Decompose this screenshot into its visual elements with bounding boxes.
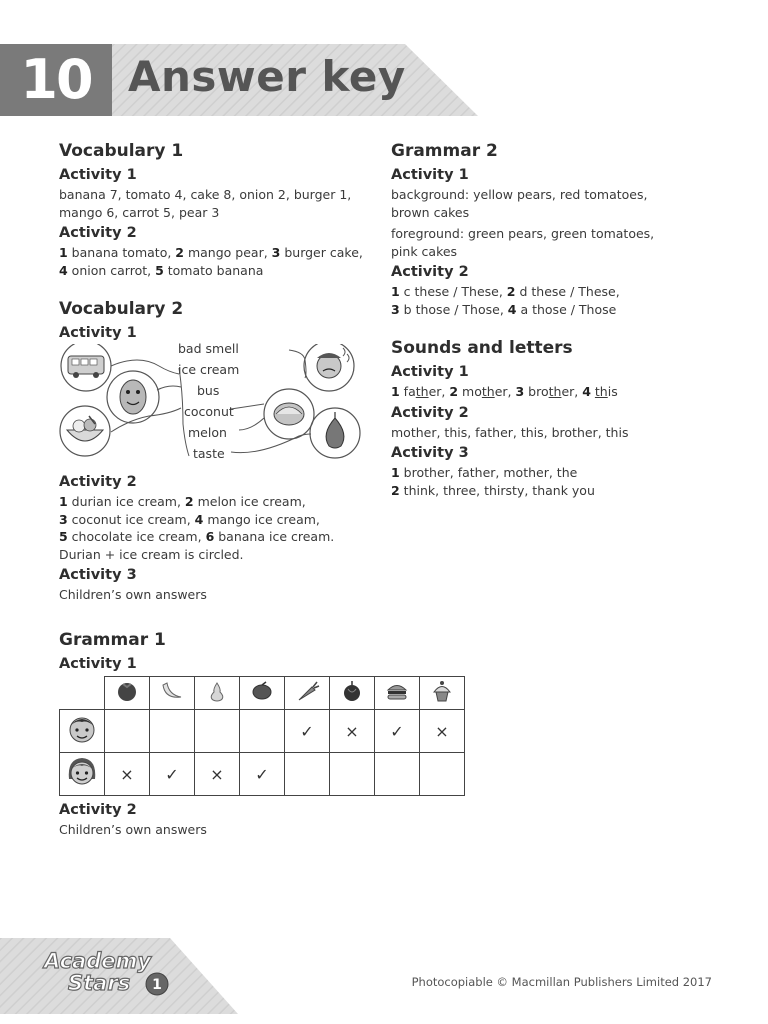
answer-fragment: tomato banana xyxy=(163,262,264,278)
table-cell xyxy=(420,753,465,796)
table-cell: × xyxy=(330,710,375,753)
copyright-text: Photocopiable © Macmillan Publishers Limited 2017 xyxy=(411,975,712,989)
food-header-cell xyxy=(330,677,375,710)
answer-line xyxy=(391,301,711,319)
underlined-letters: th xyxy=(594,384,608,399)
underlined-letters: th xyxy=(548,384,562,399)
answer-fragment: banana ice cream. xyxy=(214,529,335,544)
activity-label: Activity 3 xyxy=(391,445,469,461)
mango-face-icon xyxy=(120,380,146,414)
table-cell xyxy=(375,753,420,796)
match-word: ice cream xyxy=(178,362,240,377)
left-column xyxy=(59,141,379,608)
answer-text xyxy=(391,383,711,401)
activity-label: Activity 2 xyxy=(59,474,137,490)
answer-fragment: er, xyxy=(494,384,516,399)
answer-line xyxy=(59,511,379,529)
activity-label: Activity 2 xyxy=(59,225,137,241)
activity-label: Activity 2 xyxy=(59,802,137,818)
table-cell: ✓ xyxy=(375,710,420,753)
table-cell: × xyxy=(195,753,240,796)
answer-fragment: fa xyxy=(399,384,416,399)
cupcake-icon xyxy=(429,679,455,703)
match-word: bus xyxy=(197,383,220,398)
match-word: bad smell xyxy=(178,341,239,356)
carrot-icon xyxy=(294,679,320,703)
onion-icon xyxy=(326,412,344,448)
food-likes-grid xyxy=(59,676,465,796)
activity-label: Activity 3 xyxy=(59,567,137,583)
answer-fragment: mango pear, xyxy=(184,245,272,260)
answer-fragment: b those / Those, xyxy=(399,301,508,317)
answer-fragment: chocolate ice cream, xyxy=(67,529,206,544)
boy-face-icon xyxy=(65,710,99,748)
match-word: melon xyxy=(188,425,227,440)
item-number: 3 xyxy=(391,301,400,317)
unit-number: 10 xyxy=(20,48,92,111)
answer-line: brown cakes xyxy=(391,204,470,220)
pear-icon xyxy=(204,679,230,703)
item-number: 5 xyxy=(155,262,164,278)
underlined-letters: th xyxy=(481,384,495,399)
food-table xyxy=(59,676,465,796)
table-cell xyxy=(285,753,330,796)
answer-line xyxy=(59,528,379,546)
section-title-vocabulary-1: Vocabulary 1 xyxy=(59,141,184,161)
table-cell: ✓ xyxy=(285,710,330,753)
answer-line xyxy=(59,244,379,262)
table-row xyxy=(60,677,465,710)
item-number: 2 xyxy=(506,284,516,299)
answer-fragment: mango ice cream, xyxy=(203,511,320,527)
item-number: 4 xyxy=(59,262,68,278)
grammar-1-header xyxy=(59,630,379,675)
activity-label: Activity 2 xyxy=(391,404,469,421)
food-header-cell xyxy=(150,677,195,710)
right-column xyxy=(391,141,711,503)
table-cell xyxy=(330,753,375,796)
table-cell xyxy=(150,710,195,753)
activity-label: Activity 1 xyxy=(59,325,137,341)
answer-text xyxy=(391,283,711,318)
item-number: 4 xyxy=(194,511,204,527)
item-number: 1 xyxy=(59,494,68,509)
activity-label: Activity 1 xyxy=(391,364,469,380)
avatar-cell xyxy=(60,710,105,753)
table-cell xyxy=(195,710,240,753)
item-number: 3 xyxy=(515,384,525,399)
answer-fragment: er, xyxy=(561,384,583,399)
matching-diagram xyxy=(59,341,379,468)
melon-icon xyxy=(274,403,304,425)
item-number: 3 xyxy=(271,245,281,260)
table-cell: ✓ xyxy=(240,753,285,796)
answer-text xyxy=(59,186,379,221)
banana-icon xyxy=(159,679,185,703)
avatar-cell xyxy=(60,753,105,796)
bus-icon xyxy=(68,356,104,378)
food-header-cell xyxy=(240,677,285,710)
item-number: 1 xyxy=(391,384,400,399)
food-header-cell xyxy=(105,677,150,710)
answer-text xyxy=(391,186,711,260)
food-header-cell xyxy=(195,677,240,710)
table-row xyxy=(60,710,465,753)
section-title-vocabulary-2: Vocabulary 2 xyxy=(59,299,184,319)
answer-line: banana 7, tomato 4, cake 8, onion 2, burger 1, xyxy=(59,187,352,202)
item-number: 3 xyxy=(59,511,68,527)
section-title-grammar-1: Grammar 1 xyxy=(59,630,166,650)
table-cell: × xyxy=(420,710,465,753)
answer-line xyxy=(391,482,711,500)
answer-fragment: d these / These, xyxy=(515,284,620,299)
food-header-cell xyxy=(420,677,465,710)
answer-fragment: a those / Those xyxy=(516,301,617,317)
logo-line2: Stars xyxy=(68,971,131,995)
answer-text: mother, this, father, this, brother, this xyxy=(391,424,629,440)
table-cell: ✓ xyxy=(150,753,195,796)
item-number: 2 xyxy=(449,384,459,399)
item-number: 4 xyxy=(507,301,517,317)
activity-label: Activity 2 xyxy=(391,264,469,280)
section-title-grammar-2: Grammar 2 xyxy=(391,141,498,161)
table-row xyxy=(60,753,465,796)
match-word: coconut xyxy=(184,404,234,419)
answer-fragment: think, three, thirsty, thank you xyxy=(399,482,595,498)
answer-fragment: c these / These, xyxy=(399,284,507,299)
item-number: 6 xyxy=(205,529,215,544)
item-number: 2 xyxy=(175,245,184,260)
table-cell: × xyxy=(105,753,150,796)
section-title-sounds-and-letters: Sounds and letters xyxy=(391,338,573,358)
answer-line xyxy=(391,383,711,401)
answer-fragment: durian ice cream, xyxy=(67,494,185,509)
table-cell xyxy=(240,710,285,753)
item-number: 1 xyxy=(391,284,400,299)
answer-line: foreground: green pears, green tomatoes, xyxy=(391,226,655,241)
item-number: 5 xyxy=(59,529,68,544)
match-word: taste xyxy=(193,446,225,461)
answer-fragment: coconut ice cream, xyxy=(67,511,195,527)
answer-text xyxy=(59,244,379,279)
answer-fragment: is xyxy=(607,384,618,399)
answer-text xyxy=(59,493,379,563)
girl-face-icon xyxy=(65,753,99,791)
item-number: 2 xyxy=(184,494,194,509)
tomato-icon xyxy=(114,679,140,703)
answer-fragment: bro xyxy=(524,384,549,399)
logo-level: 1 xyxy=(152,977,162,993)
answer-line: pink cakes xyxy=(391,243,458,259)
answer-line xyxy=(391,283,711,301)
answer-fragment: mo xyxy=(458,384,482,399)
answer-line: background: yellow pears, red tomatoes, xyxy=(391,187,648,202)
item-number: 4 xyxy=(582,384,591,399)
answer-fragment: melon ice cream, xyxy=(193,494,306,509)
activity-label: Activity 1 xyxy=(391,167,469,183)
logo-line1: Academy xyxy=(44,949,152,973)
food-header-cell xyxy=(375,677,420,710)
onion-icon xyxy=(339,679,365,703)
page-title: Answer key xyxy=(128,52,406,101)
answer-fragment: brother, father, mother, the xyxy=(399,465,578,480)
table-corner xyxy=(60,677,105,710)
answer-text: Children’s own answers xyxy=(59,587,207,602)
answer-line xyxy=(59,262,379,280)
answer-text: Children’s own answers xyxy=(59,822,207,837)
answer-fragment: er, xyxy=(428,384,450,399)
answer-line xyxy=(391,464,711,482)
food-header-cell xyxy=(285,677,330,710)
underlined-letters: th xyxy=(415,384,429,399)
burger-icon xyxy=(384,679,410,703)
mango-icon xyxy=(249,679,275,703)
answer-line: Durian + ice cream is circled. xyxy=(59,546,244,562)
grammar-1-activity-2 xyxy=(59,798,379,843)
answer-fragment: onion carrot, xyxy=(67,262,156,278)
table-cell xyxy=(105,710,150,753)
item-number: 1 xyxy=(391,465,400,480)
activity-label: Activity 1 xyxy=(59,656,137,672)
boy-bad-smell-icon xyxy=(317,348,349,378)
answer-line: mango 6, carrot 5, pear 3 xyxy=(59,204,220,220)
answer-line xyxy=(59,493,379,511)
answer-fragment: banana tomato, xyxy=(67,245,176,260)
item-number: 1 xyxy=(59,245,68,260)
item-number: 2 xyxy=(391,482,400,498)
answer-fragment: burger cake, xyxy=(280,245,363,260)
ice-cream-icon xyxy=(67,416,103,441)
activity-label: Activity 1 xyxy=(59,167,137,183)
answer-text xyxy=(391,464,711,499)
